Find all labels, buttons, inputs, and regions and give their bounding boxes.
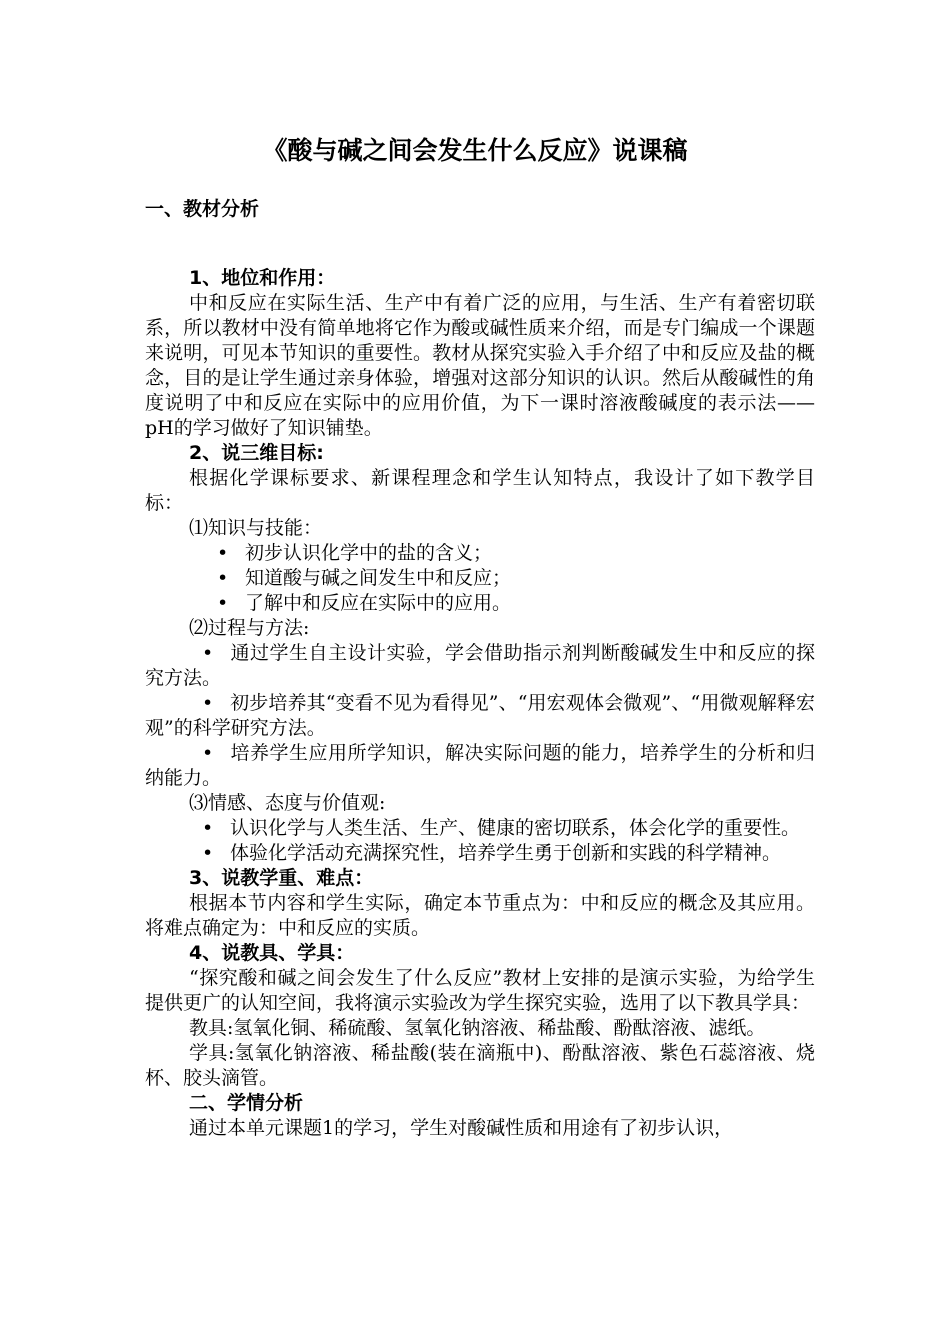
paragraph-key-points: 根据本节内容和学生实际，确定本节重点为：中和反应的概念及其应用。将难点确定为：中和反应的实质。 (145, 892, 815, 939)
list-item: • 知道酸与碱之间发生中和反应； (217, 567, 512, 589)
section-heading-textbook-analysis: 一、教材分析 (145, 198, 260, 220)
subsection-heading-teaching-aids: 4、说教具、学具： (189, 942, 355, 964)
goal-label-process: ⑵过程与方法: (189, 617, 310, 639)
bullet-icon: • (202, 692, 214, 714)
paragraph-student-analysis: 通过本单元课题1的学习，学生对酸碱性质和用途有了初步认识， (189, 1117, 734, 1139)
list-item: • 体验化学活动充满探究性，培养学生勇于创新和实践的科学精神。 (202, 842, 782, 864)
goal-label-attitude: ⑶情感、态度与价值观: (189, 792, 386, 814)
paragraph-goals-intro: 根据化学课标要求、新课程理念和学生认知特点，我设计了如下教学目标： (145, 467, 815, 514)
subsection-heading-goals: 2、说三维目标: (189, 442, 324, 464)
bullet-icon: • (202, 642, 214, 664)
paragraph-position: 中和反应在实际生活、生产中有着广泛的应用，与生活、生产有着密切联系，所以教材中没有简单地将它作为酸或碱性质来介绍，而是专门编成一个课题来说明，可见本节知识的重要性。教材从探究实验入手介绍了中和反应及盐的概念，目的是让学生通过亲身体验，增强对这部分知识的认识。然后从酸碱性的角度说明了中和反应在实际中的应用价值，为下一课时溶液酸碱度的表示法——pH的学习做好了知识铺垫。 (145, 292, 815, 439)
bullet-icon: • (202, 742, 214, 764)
section-heading-student-analysis: 二、学情分析 (189, 1092, 304, 1114)
document-body (145, 197, 815, 1141)
list-item: • 初步培养其“变看不见为看得见”、“用宏观体会微观”、“用微观解释宏观”的科学研究方法。 (145, 692, 815, 739)
bullet-icon: • (202, 842, 214, 864)
bullet-icon: • (202, 817, 214, 839)
list-item: • 培养学生应用所学知识，解决实际问题的能力，培养学生的分析和归纳能力。 (145, 742, 815, 789)
paragraph-teaching-aids: “探究酸和碱之间会发生了什么反应”教材上安排的是演示实验，为给学生提供更广的认知空间，我将演示实验改为学生探究实验，选用了以下教具学具： (145, 967, 815, 1014)
list-item: • 了解中和反应在实际中的应用。 (217, 592, 512, 614)
list-item: • 通过学生自主设计实验，学会借助指示剂判断酸碱发生中和反应的探究方法。 (145, 642, 815, 689)
subsection-heading-key-points: 3、说教学重、难点： (189, 867, 374, 889)
bullet-icon: • (217, 542, 229, 564)
document-title: 《酸与碱之间会发生什么反应》说课稿 (262, 136, 688, 165)
paragraph-student-tools: 学具:氢氧化钠溶液、稀盐酸(装在滴瓶中)、酚酞溶液、紫色石蕊溶液、烧杯、胶头滴管。 (145, 1042, 815, 1089)
list-item: • 初步认识化学中的盐的含义； (217, 542, 493, 564)
paragraph-teacher-tools: 教具:氢氧化铜、稀硫酸、氢氧化钠溶液、稀盐酸、酚酞溶液、滤纸。 (189, 1017, 766, 1039)
bullet-icon: • (217, 567, 229, 589)
list-item: • 认识化学与人类生活、生产、健康的密切联系，体会化学的重要性。 (202, 817, 801, 839)
goal-label-knowledge: ⑴知识与技能： (189, 517, 323, 539)
subsection-heading-position: 1、地位和作用： (189, 267, 336, 289)
bullet-icon: • (217, 592, 229, 614)
